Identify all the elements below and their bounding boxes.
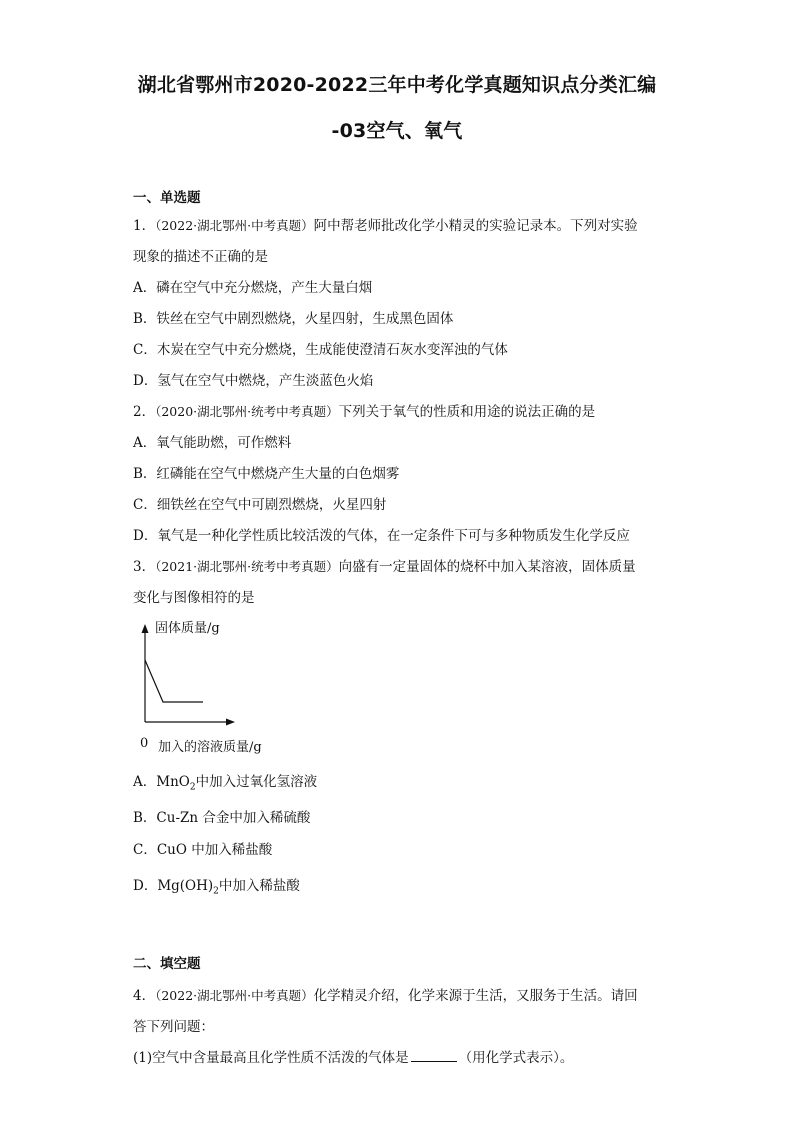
question-2-option-b: B．红磷能在空气中燃烧产生大量的白色烟雾 xyxy=(133,466,400,482)
question-text: 向盛有一定量固体的烧杯中加入某溶液，固体质量 xyxy=(338,559,636,575)
question-source: （2022·湖北鄂州·中考真题） xyxy=(155,988,314,1003)
x-axis-label: 加入的溶液质量/g xyxy=(158,740,262,755)
question-number: 3． xyxy=(133,559,156,575)
question-1-stem-cont: 现象的描述不正确的是 xyxy=(133,249,268,265)
y-axis-label: 固体质量/g xyxy=(155,621,220,636)
question-3-stem-cont: 变化与图像相符的是 xyxy=(133,590,255,606)
formula: CuO xyxy=(156,842,187,858)
document-title-line2: -03空气、氧气 xyxy=(331,120,463,142)
origin-label: 0 xyxy=(140,736,149,751)
section-heading-single-choice: 一、单选题 xyxy=(133,190,201,206)
question-3-option-c: C．CuO 中加入稀盐酸 xyxy=(133,842,273,858)
section-heading-fill-blank: 二、填空题 xyxy=(133,956,201,972)
question-source: （2022·湖北鄂州·中考真题） xyxy=(155,218,314,233)
question-source: （2021·湖北鄂州·统考中考真题） xyxy=(155,559,339,574)
question-1-option-b: B．铁丝在空气中剧烈燃烧，火星四射，生成黑色固体 xyxy=(133,311,454,327)
mass-curve xyxy=(145,660,203,702)
question-3-stem xyxy=(133,555,636,575)
question-1-option-c: C．木炭在空气中充分燃烧，生成能使澄清石灰水变浑浊的气体 xyxy=(133,342,508,358)
question-text: 化学精灵介绍，化学来源于生活，又服务于生活。请回 xyxy=(313,988,638,1004)
document-title-line1: 湖北省鄂州市2020-2022三年中考化学真题知识点分类汇编 xyxy=(137,74,657,96)
solid-mass-graph xyxy=(133,618,293,758)
x-axis-arrow xyxy=(226,719,235,726)
answer-blank[interactable] xyxy=(411,1049,457,1062)
question-2-option-d: D．氧气是一种化学性质比较活泼的气体，在一定条件下可与多种物质发生化学反应 xyxy=(133,528,630,544)
question-4-stem-cont: 答下列问题： xyxy=(133,1019,214,1035)
question-4-stem xyxy=(133,984,638,1004)
question-3-option-a: A．MnO$_2$中加入过氧化氢溶液 xyxy=(133,774,318,793)
formula: Cu-Zn xyxy=(156,810,199,826)
question-1-option-d: D．氢气在空气中燃烧，产生淡蓝色火焰 xyxy=(133,373,374,389)
formula: Mg(OH) xyxy=(157,878,214,894)
formula: MnO xyxy=(156,774,190,790)
question-number: 1． xyxy=(133,218,156,234)
y-axis-arrow xyxy=(142,624,149,633)
question-source: （2020·湖北鄂州·统考中考真题） xyxy=(155,404,339,419)
question-3-option-d: D．$Mg(OH)_2$中加入稀盐酸 xyxy=(133,878,300,897)
question-text: 阿中帮老师批改化学小精灵的实验记录本。下列对实验 xyxy=(313,218,638,234)
question-3-option-b: B．Cu-Zn 合金中加入稀硫酸 xyxy=(133,810,311,826)
question-2-option-c: C．细铁丝在空气中可剧烈燃烧，火星四射 xyxy=(133,497,387,513)
question-4-part-1: (1)空气中含量最高且化学性质不活泼的气体是 （用化学式表示）。 xyxy=(133,1050,574,1066)
question-2-option-a: A．氧气能助燃，可作燃料 xyxy=(133,435,292,451)
question-1-stem xyxy=(133,214,638,234)
question-number: 2． xyxy=(133,404,156,420)
question-text: 下列关于氧气的性质和用途的说法正确的是 xyxy=(338,404,596,420)
question-number: 4． xyxy=(133,988,156,1004)
question-2-stem xyxy=(133,400,595,420)
question-1-option-a: A．磷在空气中充分燃烧，产生大量白烟 xyxy=(133,280,373,296)
